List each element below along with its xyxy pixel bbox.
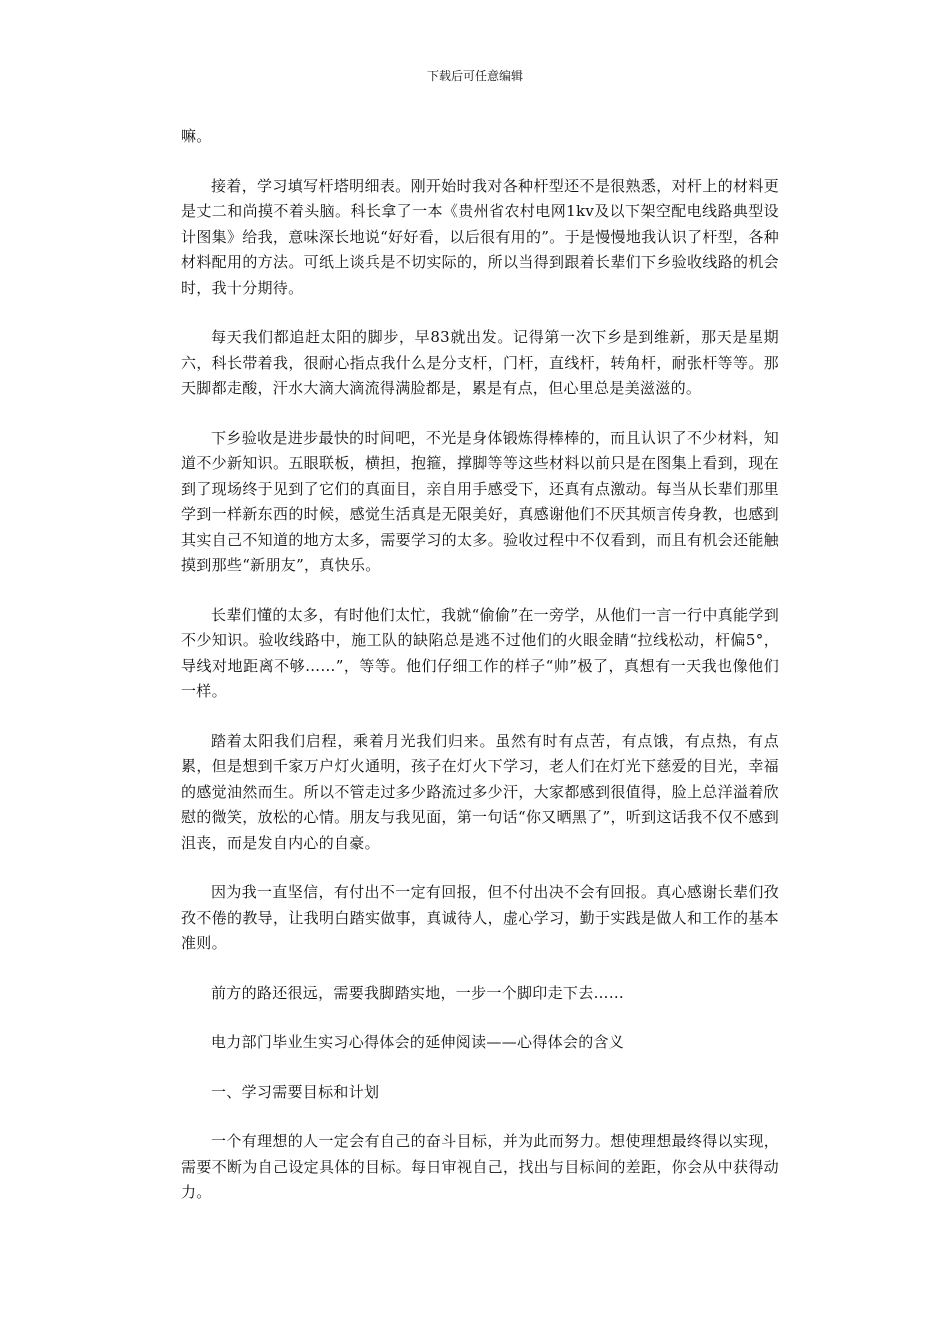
paragraph: 前方的路还很远，需要我脚踏实地，一步一个脚印走下去……	[211, 983, 625, 1002]
page-header: 下载后可任意编辑	[426, 69, 523, 83]
paragraph: 每天我们都追赶太阳的脚步，早83就出发。记得第一次下乡是到维新，那天是星期六，科长带着我，很耐心指点我什么是分支杆，门杆，直线杆，转角杆，耐张杆等等。那天脚都走酸，汗水大滴大滴流得满脸都是，累是有点，但心里总是美滋滋的。	[181, 328, 779, 397]
paragraph: 接着，学习填写杆塔明细表。刚开始时我对各种杆型还不是很熟悉，对杆上的材料更是丈二和尚摸不着头脑。科长拿了一本《贵州省农村电网1kv及以下架空配电线路典型设计图集》给我，意味深长地说“好好看，以后很有用的”。于是慢慢地我认识了杆型，各种材料配用的方法。可纸上谈兵是不切实际的，所以当得到跟着长辈们下乡验收线路的机会时，我十分期待。	[181, 176, 779, 297]
paragraph: 因为我一直坚信，有付出不一定有回报，但不付出决不会有回报。真心感谢长辈们孜孜不倦的教导，让我明白踏实做事，真诚待人，虚心学习，勤于实践是做人和工作的基本准则。	[181, 883, 779, 952]
document-body	[181, 124, 779, 1230]
paragraph: 踏着太阳我们启程，乘着月光我们归来。虽然有时有点苦，有点饿，有点热，有点累，但是想到千家万户灯火通明，孩子在灯火下学习，老人们在灯光下慈爱的目光，幸福的感觉油然而生。所以不管走过多少路流过多少汗，大家都感到很值得，脸上总洋溢着欣慰的微笑，放松的心情。朋友与我见面，第一句话“你又晒黑了”，听到这话我不仅不感到沮丧，而是发自内心的自豪。	[181, 731, 779, 852]
section-heading: 一、学习需要目标和计划	[211, 1082, 380, 1101]
paragraph: 下乡验收是进步最快的时间吧，不光是身体锻炼得棒棒的，而且认识了不少材料，知道不少新知识。五眼联板，横担，抱箍，撑脚等等这些材料以前只是在图集上看到，现在到了现场终于见到了它们的真面目，亲自用手感受下，还真有点激动。每当从长辈们那里学到一样新东西的时候，感觉生活真是无限美好，真感谢他们不厌其烦言传身教，也感到其实自己不知道的地方太多，需要学习的太多。验收过程中不仅看到，而且有机会还能触摸到那些“新朋友”，真快乐。	[181, 428, 779, 574]
paragraph: 长辈们懂的太多，有时他们太忙，我就“偷偷”在一旁学，从他们一言一行中真能学到不少知识。验收线路中，施工队的缺陷总是逃不过他们的火眼金睛“拉线松动，杆偏5°，导线对地距离不够……”，等等。他们仔细工作的样子“帅”极了，真想有一天我也像他们一样。	[181, 605, 779, 700]
paragraph: 一个有理想的人一定会有自己的奋斗目标，并为此而努力。想使理想最终得以实现，需要不断为自己设定具体的目标。每日审视自己，找出与目标间的差距，你会从中获得动力。	[181, 1132, 779, 1201]
paragraph-continuation: 嘛。	[181, 127, 212, 145]
section-heading: 电力部门毕业生实习心得体会的延伸阅读——心得体会的含义	[211, 1033, 625, 1051]
